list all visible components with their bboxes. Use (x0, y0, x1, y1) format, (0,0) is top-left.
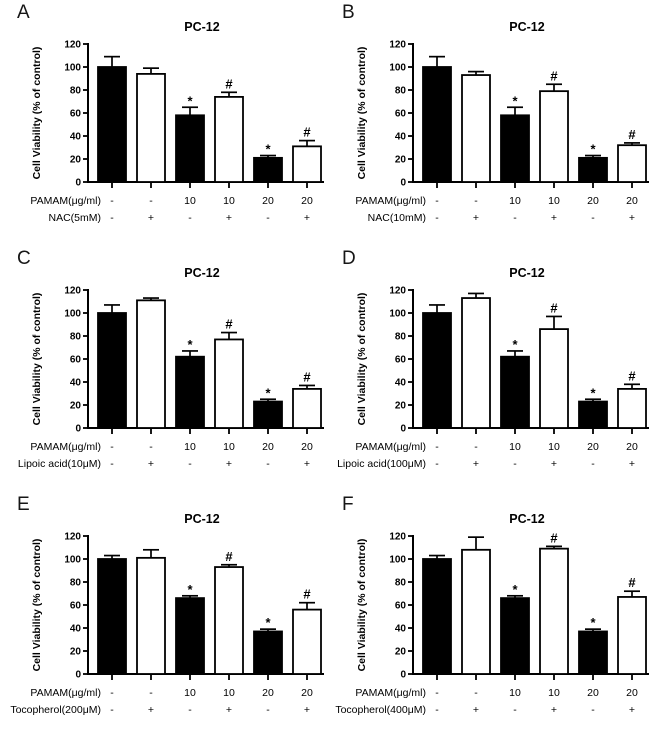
y-tick-label: 80 (69, 331, 81, 343)
x-row-value: 20 (301, 441, 313, 453)
significance-symbol: # (225, 76, 233, 92)
x-row-value: - (435, 687, 439, 699)
x-row-value: - (266, 458, 270, 470)
bar (579, 402, 607, 428)
chart-host-b (325, 0, 650, 246)
x-row-value: + (472, 458, 480, 470)
x-row-value: - (591, 704, 595, 716)
y-tick-label: 120 (389, 39, 406, 51)
bar (254, 402, 282, 428)
y-tick-label: 40 (394, 623, 406, 635)
x-row-value: 10 (184, 195, 196, 207)
y-tick-label: 0 (400, 177, 406, 189)
y-tick-label: 120 (64, 531, 81, 543)
y-tick-label: 60 (69, 600, 81, 612)
x-row-value: + (628, 704, 636, 716)
chart-host-a (0, 0, 325, 246)
panel-letter-a: A (17, 2, 30, 23)
bar (176, 115, 204, 182)
y-tick-label: 20 (69, 400, 81, 412)
x-row-value: 20 (587, 687, 599, 699)
x-row-value: + (147, 212, 155, 224)
y-tick-label: 60 (69, 354, 81, 366)
bar-chart (0, 492, 325, 738)
bar (293, 146, 321, 182)
x-row-value: 10 (509, 441, 521, 453)
y-tick-label: 40 (394, 377, 406, 389)
significance-symbol: # (303, 586, 311, 602)
x-row-value: + (628, 212, 636, 224)
x-row-value: + (472, 704, 480, 716)
significance-symbol: * (590, 141, 596, 157)
y-tick-label: 120 (64, 285, 81, 297)
x-row-value: - (435, 441, 439, 453)
x-row-value: - (110, 704, 114, 716)
x-row-value: 20 (301, 195, 313, 207)
significance-symbol: # (303, 124, 311, 140)
x-row-value: + (628, 458, 636, 470)
x-row-value: - (474, 441, 478, 453)
x-row-label: NAC(10mM) (367, 212, 426, 224)
x-row-label: PAMAM(μg/ml) (30, 441, 101, 453)
bar (423, 67, 451, 182)
x-row-value: + (147, 458, 155, 470)
bar (98, 559, 126, 674)
x-row-label: Lipoic acid(10μM) (17, 458, 101, 470)
x-row-value: 20 (301, 687, 313, 699)
x-row-value: - (474, 687, 478, 699)
y-tick-label: 80 (69, 85, 81, 97)
x-row-value: - (591, 458, 595, 470)
bar (215, 339, 243, 428)
bar-chart (325, 492, 650, 738)
x-row-value: - (149, 687, 153, 699)
bar (137, 74, 165, 182)
x-row-value: - (266, 212, 270, 224)
bar (540, 329, 568, 428)
x-row-label: PAMAM(μg/ml) (30, 687, 101, 699)
bar (501, 357, 529, 428)
bar (137, 558, 165, 674)
y-tick-label: 100 (389, 62, 406, 74)
y-tick-label: 40 (69, 623, 81, 635)
y-tick-label: 60 (69, 108, 81, 120)
chart-host-f (325, 492, 650, 738)
bar (293, 389, 321, 428)
y-tick-label: 0 (400, 423, 406, 435)
x-row-value: - (513, 704, 517, 716)
panel-letter-f: F (342, 494, 354, 515)
panel-letter-c: C (17, 248, 31, 269)
significance-symbol: # (303, 369, 311, 385)
x-row-value: + (225, 458, 233, 470)
bar (254, 158, 282, 182)
x-row-value: - (110, 441, 114, 453)
bar (137, 300, 165, 428)
bar (501, 115, 529, 182)
y-tick-label: 100 (389, 308, 406, 320)
bar (215, 567, 243, 674)
x-row-value: - (188, 458, 192, 470)
bar (618, 389, 646, 428)
x-row-value: 20 (626, 441, 638, 453)
x-row-value: - (435, 458, 439, 470)
x-row-label: PAMAM(μg/ml) (355, 687, 426, 699)
x-row-value: + (303, 212, 311, 224)
significance-symbol: * (512, 581, 518, 597)
x-row-value: + (147, 704, 155, 716)
x-row-value: - (266, 704, 270, 716)
significance-symbol: * (187, 93, 193, 109)
significance-symbol: # (550, 68, 558, 84)
x-row-value: + (550, 704, 558, 716)
significance-symbol: * (590, 615, 596, 631)
x-row-value: 10 (548, 195, 560, 207)
significance-symbol: # (628, 126, 636, 142)
x-row-value: + (303, 458, 311, 470)
y-tick-label: 0 (75, 423, 81, 435)
y-axis-label: Cell Viability (% of control) (356, 46, 368, 180)
y-tick-label: 80 (394, 85, 406, 97)
y-tick-label: 100 (64, 62, 81, 74)
bar (98, 313, 126, 428)
x-row-value: - (110, 687, 114, 699)
x-row-value: 10 (223, 687, 235, 699)
x-row-value: - (149, 441, 153, 453)
significance-symbol: * (590, 385, 596, 401)
panel-letter-d: D (342, 248, 356, 269)
y-tick-label: 0 (75, 177, 81, 189)
x-row-value: - (110, 195, 114, 207)
y-tick-label: 120 (64, 39, 81, 51)
bar (618, 597, 646, 674)
bar (176, 357, 204, 428)
chart-title: PC-12 (509, 512, 545, 526)
x-row-label: Lipoic acid(100μM) (337, 458, 426, 470)
x-row-label: PAMAM(μg/ml) (355, 441, 426, 453)
significance-symbol: # (225, 316, 233, 332)
x-row-value: 10 (223, 441, 235, 453)
y-tick-label: 40 (69, 131, 81, 143)
chart-title: PC-12 (184, 20, 220, 34)
significance-symbol: * (187, 336, 193, 352)
y-tick-label: 20 (394, 400, 406, 412)
y-axis-label: Cell Viability (% of control) (31, 46, 43, 180)
x-row-value: + (550, 458, 558, 470)
bar (98, 67, 126, 182)
x-row-label: PAMAM(μg/ml) (355, 195, 426, 207)
panel-d (325, 246, 650, 492)
significance-symbol: # (550, 300, 558, 316)
panel-e (0, 492, 325, 739)
bar (579, 631, 607, 674)
significance-symbol: # (628, 368, 636, 384)
x-row-value: - (188, 212, 192, 224)
x-row-value: - (188, 704, 192, 716)
bar (462, 298, 490, 428)
bar-chart (325, 0, 650, 246)
y-axis-label: Cell Viability (% of control) (356, 538, 368, 672)
bar (501, 598, 529, 674)
panel-f (325, 492, 650, 739)
x-row-value: + (225, 212, 233, 224)
chart-title: PC-12 (184, 512, 220, 526)
y-tick-label: 60 (394, 600, 406, 612)
y-axis-label: Cell Viability (% of control) (356, 292, 368, 426)
y-tick-label: 100 (64, 308, 81, 320)
bar (540, 91, 568, 182)
x-row-value: 10 (509, 195, 521, 207)
x-row-value: + (303, 704, 311, 716)
x-row-label: Tocopherol(200μM) (10, 704, 101, 716)
bar (540, 549, 568, 674)
significance-symbol: * (512, 336, 518, 352)
panel-c (0, 246, 325, 492)
panel-letter-b: B (342, 2, 355, 23)
x-row-value: 20 (262, 687, 274, 699)
x-row-value: - (110, 458, 114, 470)
x-row-value: 20 (587, 441, 599, 453)
x-row-value: 20 (626, 195, 638, 207)
significance-symbol: # (550, 530, 558, 546)
y-tick-label: 60 (394, 108, 406, 120)
chart-host-c (0, 246, 325, 492)
significance-symbol: * (265, 141, 271, 157)
y-tick-label: 120 (389, 285, 406, 297)
y-tick-label: 60 (394, 354, 406, 366)
y-tick-label: 40 (69, 377, 81, 389)
bar (254, 631, 282, 674)
x-row-value: - (513, 212, 517, 224)
x-row-label: NAC(5mM) (48, 212, 101, 224)
y-tick-label: 100 (389, 554, 406, 566)
bar (462, 75, 490, 182)
y-axis-label: Cell Viability (% of control) (31, 292, 43, 426)
y-tick-label: 120 (389, 531, 406, 543)
x-row-value: - (474, 195, 478, 207)
y-tick-label: 80 (394, 331, 406, 343)
bar (423, 313, 451, 428)
significance-symbol: # (225, 548, 233, 564)
y-axis-label: Cell Viability (% of control) (31, 538, 43, 672)
x-row-value: 20 (587, 195, 599, 207)
y-tick-label: 20 (394, 154, 406, 166)
chart-title: PC-12 (184, 266, 220, 280)
bar (462, 550, 490, 674)
x-row-value: 10 (184, 687, 196, 699)
x-row-value: - (435, 704, 439, 716)
bar (579, 158, 607, 182)
y-tick-label: 100 (64, 554, 81, 566)
bar (618, 145, 646, 182)
x-row-value: - (149, 195, 153, 207)
x-row-value: + (472, 212, 480, 224)
x-row-value: - (110, 212, 114, 224)
y-tick-label: 0 (400, 669, 406, 681)
x-row-value: 10 (548, 687, 560, 699)
panel-letter-e: E (17, 494, 30, 515)
bar (423, 559, 451, 674)
bar (293, 610, 321, 674)
chart-host-d (325, 246, 650, 492)
y-tick-label: 20 (394, 646, 406, 658)
bar-chart (0, 246, 325, 492)
chart-title: PC-12 (509, 20, 545, 34)
y-tick-label: 80 (69, 577, 81, 589)
significance-symbol: # (628, 575, 636, 591)
x-row-value: - (435, 212, 439, 224)
x-row-value: 20 (626, 687, 638, 699)
x-row-value: 10 (223, 195, 235, 207)
y-tick-label: 40 (394, 131, 406, 143)
y-tick-label: 0 (75, 669, 81, 681)
x-row-value: 10 (548, 441, 560, 453)
bar-chart (0, 0, 325, 246)
x-row-value: 20 (262, 195, 274, 207)
bar (176, 598, 204, 674)
x-row-value: 10 (184, 441, 196, 453)
x-row-value: 10 (509, 687, 521, 699)
panel-a (0, 0, 325, 246)
panel-b (325, 0, 650, 246)
bar-chart (325, 246, 650, 492)
y-tick-label: 20 (69, 646, 81, 658)
chart-title: PC-12 (509, 266, 545, 280)
x-row-value: - (435, 195, 439, 207)
significance-symbol: * (187, 581, 193, 597)
x-row-value: - (591, 212, 595, 224)
significance-symbol: * (265, 615, 271, 631)
significance-symbol: * (265, 385, 271, 401)
y-tick-label: 80 (394, 577, 406, 589)
x-row-value: + (550, 212, 558, 224)
significance-symbol: * (512, 93, 518, 109)
x-row-value: 20 (262, 441, 274, 453)
y-tick-label: 20 (69, 154, 81, 166)
x-row-label: PAMAM(μg/ml) (30, 195, 101, 207)
x-row-value: - (513, 458, 517, 470)
x-row-label: Tocopherol(400μM) (335, 704, 426, 716)
bar (215, 97, 243, 182)
x-row-value: + (225, 704, 233, 716)
chart-host-e (0, 492, 325, 738)
